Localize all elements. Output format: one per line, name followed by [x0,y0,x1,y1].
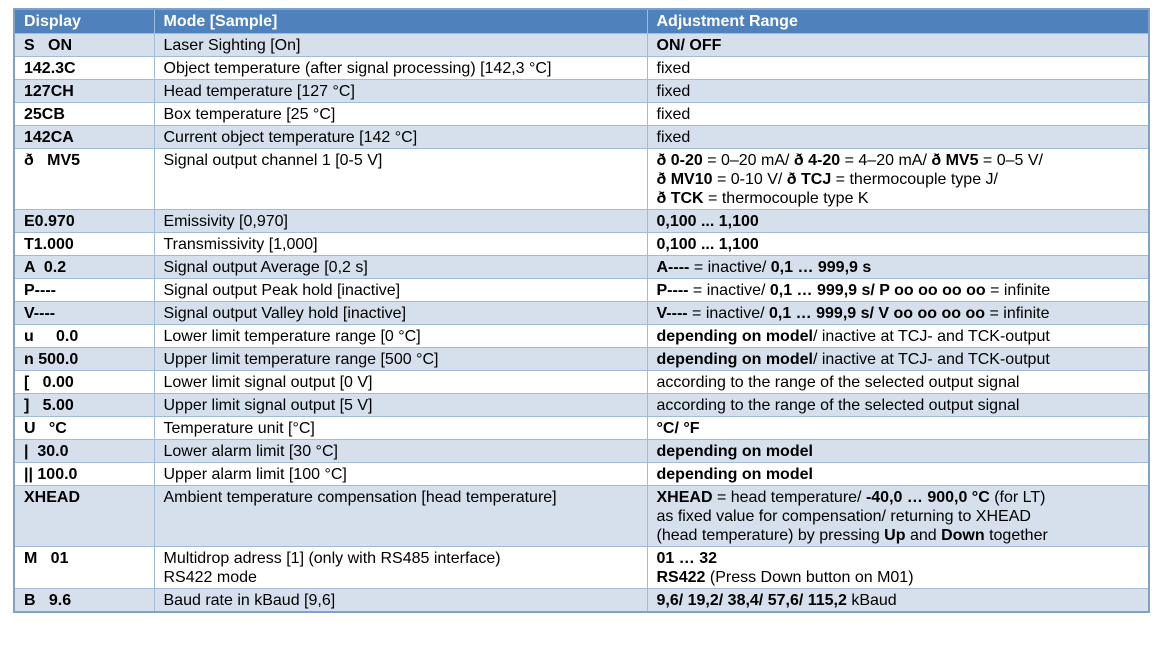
mode-line: Temperature unit [°C] [163,420,315,437]
mode-cell [154,279,647,302]
range-segment: 0,1 … 999,9 s [770,259,872,276]
mode-line: Upper limit signal output [5 V] [163,397,373,414]
range-line [657,465,1141,484]
range-segment: ð TCJ [786,171,832,188]
range-segment: as fixed value for compensation/ returning to XHEAD [656,508,1031,525]
range-cell [647,126,1149,149]
range-segment: / inactive at TCJ- and TCK-output [812,351,1050,368]
range-cell [647,256,1149,279]
range-segment: = 0–20 mA/ [702,152,794,169]
table-row [14,371,1149,394]
range-segment: ð 4-20 [793,152,841,169]
mode-line: Signal output Average [0,2 s] [163,259,368,276]
mode-cell [154,126,647,149]
display-cell: 127CH [14,80,154,103]
range-segment: = thermocouple type K [703,190,869,207]
display-cell: A 0.2 [14,256,154,279]
range-segment: / inactive at TCJ- and TCK-output [812,328,1050,345]
range-line [657,281,1141,300]
display-cell: u 0.0 [14,325,154,348]
range-cell [647,486,1149,547]
range-line [657,235,1141,254]
range-line [657,258,1141,277]
range-segment: = thermocouple type J/ [831,171,998,188]
mode-line: Lower limit signal output [0 V] [163,374,373,391]
mode-line: Laser Sighting [On] [163,37,301,54]
range-segment: XHEAD [656,489,713,506]
table-row [14,325,1149,348]
table-row [14,126,1149,149]
display-cell: B 9.6 [14,589,154,613]
mode-line: RS422 mode [163,569,257,586]
range-segment: = 0–5 V/ [978,152,1043,169]
mode-line: Upper alarm limit [100 °C] [163,466,347,483]
mode-line: Lower alarm limit [30 °C] [163,443,338,460]
range-segment: kBaud [846,592,897,609]
mode-cell [154,325,647,348]
range-cell [647,463,1149,486]
range-line [657,304,1141,323]
range-segment: -40,0 … 900,0 °C [865,489,990,506]
mode-line: Emissivity [0,970] [163,213,288,230]
mode-line: Baud rate in kBaud [9,6] [163,592,336,609]
range-line [657,105,1141,124]
mode-line: Signal output Valley hold [inactive] [163,305,407,322]
display-cell: M 01 [14,547,154,589]
mode-cell [154,417,647,440]
range-line [657,170,1141,189]
range-segment: according to the range of the selected output signal [656,397,1020,414]
range-segment: ON/ OFF [656,37,722,54]
range-line [657,36,1141,55]
range-line [657,128,1141,147]
mode-cell [154,371,647,394]
table-row [14,149,1149,210]
range-cell [647,371,1149,394]
range-segment: = 4–20 mA/ [840,152,932,169]
range-segment: ð 0-20 [656,152,703,169]
range-cell [647,589,1149,613]
range-line [657,396,1141,415]
range-cell [647,34,1149,57]
header-mode: Mode [Sample] [154,9,647,34]
mode-line: Multidrop adress [1] (only with RS485 interface) [163,550,501,567]
range-line [657,568,1141,587]
range-cell [647,547,1149,589]
display-cell: [ 0.00 [14,371,154,394]
mode-cell [154,256,647,279]
range-cell [647,57,1149,80]
range-segment: ð MV10 [656,171,713,188]
range-segment: Down [941,527,985,544]
table-row [14,279,1149,302]
display-cell: ] 5.00 [14,394,154,417]
mode-cell [154,463,647,486]
range-line [657,189,1141,208]
table-body [14,34,1149,613]
range-segment: according to the range of the selected output signal [656,374,1020,391]
range-segment: = infinite [985,282,1051,299]
table-row [14,80,1149,103]
range-line [657,526,1141,545]
range-line [657,151,1141,170]
mode-cell [154,440,647,463]
range-segment: 0,1 … 999,9 s/ V oo oo oo oo [768,305,986,322]
range-segment: 9,6/ 19,2/ 38,4/ 57,6/ 115,2 [656,592,847,609]
parameter-table [13,8,1150,613]
range-cell [647,233,1149,256]
range-line [657,419,1141,438]
table-row [14,589,1149,613]
mode-line: Ambient temperature compensation [head temperature] [163,489,557,506]
table-header-row [14,9,1149,34]
range-cell [647,348,1149,371]
range-cell [647,149,1149,210]
table-row [14,34,1149,57]
mode-cell [154,57,647,80]
mode-line: Upper limit temperature range [500 °C] [163,351,439,368]
range-segment: = inactive/ [687,305,769,322]
table-row [14,486,1149,547]
table-row [14,256,1149,279]
range-segment: °C/ °F [656,420,700,437]
display-cell: XHEAD [14,486,154,547]
display-cell: ð MV5 [14,149,154,210]
table-row [14,57,1149,80]
range-segment: Up [884,527,906,544]
range-line [657,549,1141,568]
mode-cell [154,34,647,57]
mode-line: Head temperature [127 °C] [163,83,355,100]
display-cell: 142.3C [14,57,154,80]
table-row [14,440,1149,463]
range-segment: and [905,527,942,544]
range-segment: depending on model [656,443,813,460]
table-row [14,394,1149,417]
display-cell: 142CA [14,126,154,149]
mode-line: Object temperature (after signal processing) [142,3 °C] [163,60,552,77]
display-cell: | 30.0 [14,440,154,463]
mode-line: Lower limit temperature range [0 °C] [163,328,421,345]
mode-cell [154,80,647,103]
range-segment: fixed [656,83,691,100]
range-segment: depending on model [656,328,813,345]
range-cell [647,103,1149,126]
table-row [14,348,1149,371]
mode-cell [154,103,647,126]
table-row [14,302,1149,325]
range-segment: 0,100 ... 1,100 [656,236,759,253]
range-line [657,327,1141,346]
range-segment: = head temperature/ [712,489,866,506]
range-cell [647,417,1149,440]
range-segment: RS422 [656,569,706,586]
range-line [657,442,1141,461]
table-row [14,233,1149,256]
range-line [657,507,1141,526]
range-line [657,350,1141,369]
range-segment: fixed [656,60,691,77]
table-row [14,417,1149,440]
range-line [657,212,1141,231]
range-segment: A---- [656,259,690,276]
display-cell: T1.000 [14,233,154,256]
range-cell [647,394,1149,417]
mode-cell [154,348,647,371]
mode-line: Signal output Peak hold [inactive] [163,282,401,299]
range-segment: 0,1 … 999,9 s/ P oo oo oo oo [769,282,986,299]
display-cell: n 500.0 [14,348,154,371]
header-range: Adjustment Range [647,9,1149,34]
range-segment: V---- [656,305,688,322]
header-display: Display [14,9,154,34]
range-cell [647,210,1149,233]
range-segment: = inactive/ [689,259,771,276]
mode-cell [154,302,647,325]
display-cell: U °C [14,417,154,440]
range-cell [647,279,1149,302]
range-segment: fixed [656,106,691,123]
mode-cell [154,149,647,210]
range-cell [647,325,1149,348]
range-segment: depending on model [656,466,813,483]
range-segment: ð MV5 [931,152,979,169]
range-segment: fixed [656,129,691,146]
range-segment: ð TCK [656,190,704,207]
range-segment: (for LT) [989,489,1046,506]
range-segment: P---- [656,282,689,299]
table-row [14,210,1149,233]
table-row [14,463,1149,486]
range-cell [647,80,1149,103]
range-cell [647,440,1149,463]
table-row [14,103,1149,126]
range-line [657,488,1141,507]
range-segment: (head temperature) by pressing [656,527,885,544]
table-row [14,547,1149,589]
range-line [657,82,1141,101]
range-line [657,59,1141,78]
mode-cell [154,210,647,233]
mode-cell [154,394,647,417]
range-segment: 01 … 32 [656,550,717,567]
mode-line: Box temperature [25 °C] [163,106,336,123]
mode-cell [154,486,647,547]
range-segment: = infinite [985,305,1050,322]
display-cell: E0.970 [14,210,154,233]
mode-cell [154,589,647,613]
range-cell [647,302,1149,325]
mode-cell [154,233,647,256]
display-cell: || 100.0 [14,463,154,486]
range-segment: 0,100 ... 1,100 [656,213,759,230]
range-segment: (Press Down button on M01) [705,569,914,586]
mode-cell [154,547,647,589]
range-line [657,373,1141,392]
range-segment: = 0-10 V/ [712,171,787,188]
range-segment: depending on model [656,351,813,368]
range-line [657,591,1141,610]
range-segment: = inactive/ [688,282,770,299]
display-cell: S ON [14,34,154,57]
mode-line: Current object temperature [142 °C] [163,129,418,146]
mode-line: Transmissivity [1,000] [163,236,318,253]
range-segment: together [984,527,1048,544]
display-cell: V---- [14,302,154,325]
mode-line: Signal output channel 1 [0-5 V] [163,152,383,169]
display-cell: P---- [14,279,154,302]
display-cell: 25CB [14,103,154,126]
